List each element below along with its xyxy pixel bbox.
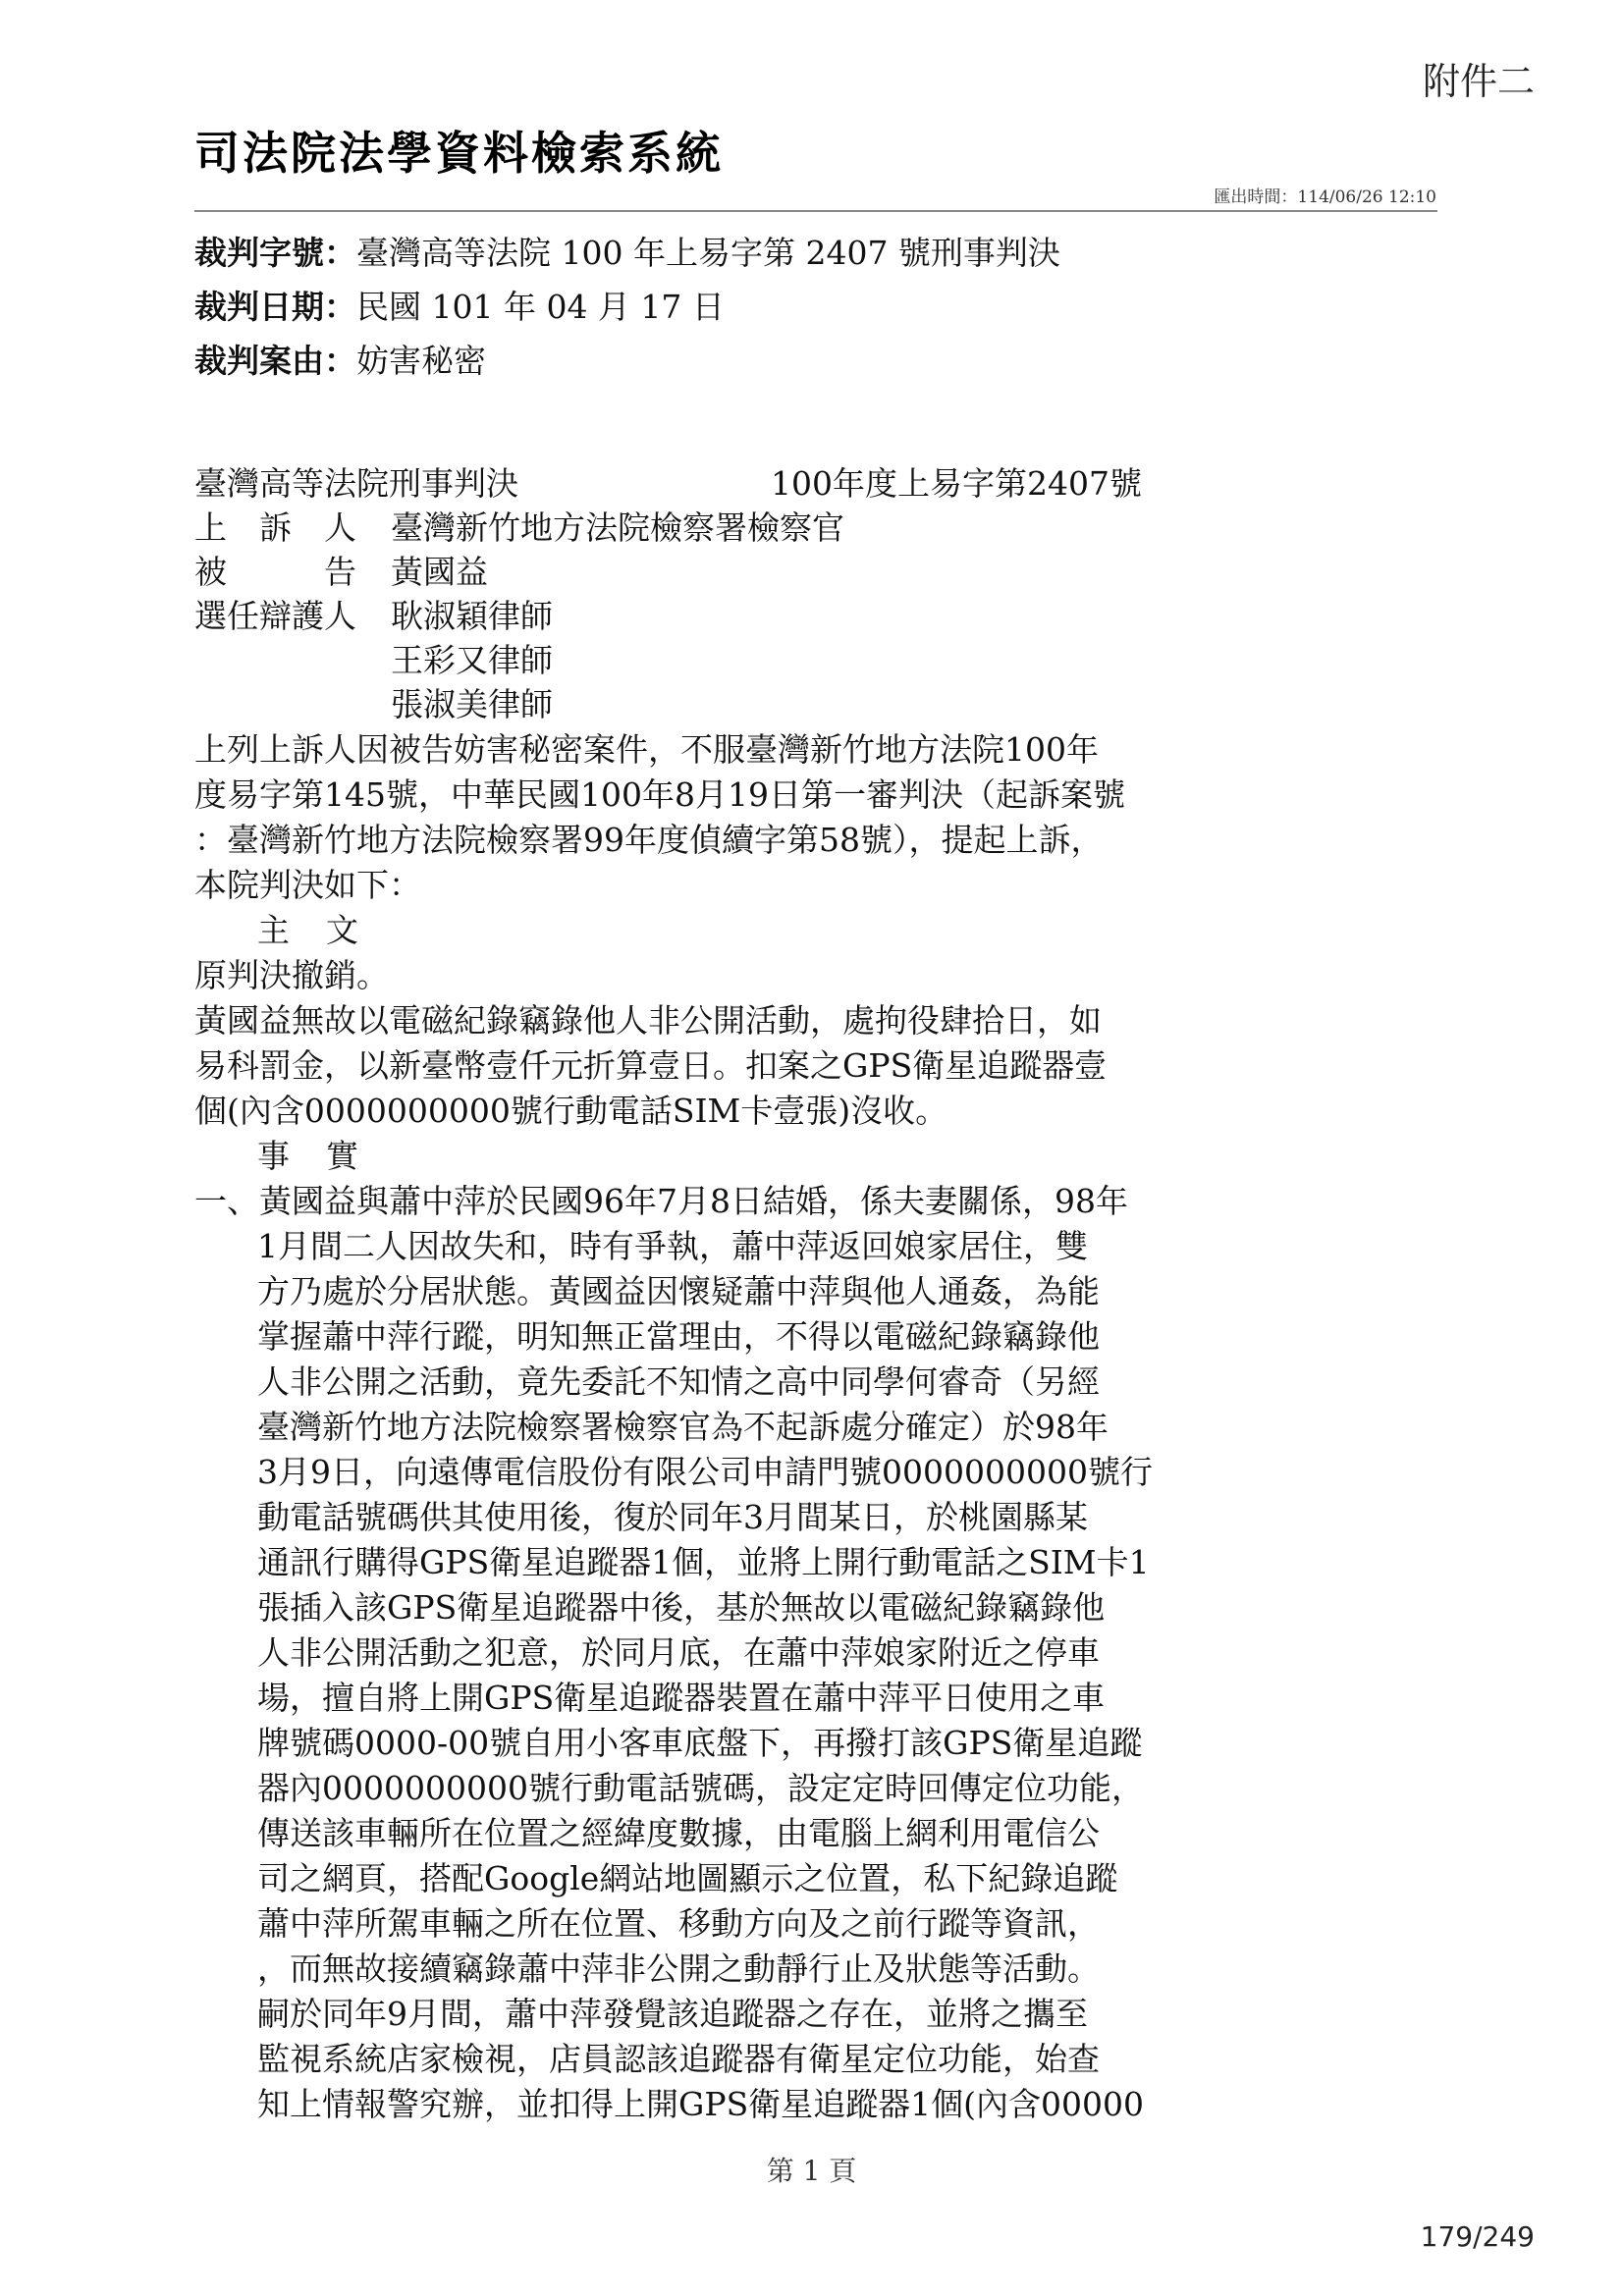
title-divider [194,210,1437,212]
facts-line: 嗣於同年9月間，蕭中萍發覺該追蹤器之存在，並將之攜至 [257,1995,1088,2033]
meta-value: 臺灣高等法院 100 年上易字第 2407 號刑事判決 [356,234,1060,272]
intro-line: 本院判決如下： [194,866,421,904]
main-line: 個(內含0000000000號行動電話SIM卡壹張)沒收。 [194,1092,948,1130]
facts-line: 蕭中萍所駕車輛之所在位置、移動方向及之前行蹤等資訊， [257,1904,1100,1943]
main-line: 黃國益無故以電磁紀錄竊錄他人非公開活動，處拘役肆拾日，如 [194,1001,1102,1040]
meta-label: 裁判字號： [194,234,356,272]
facts-line: 動電話號碼供其使用後，復於同年3月間某日，於桃園縣某 [257,1498,1088,1536]
facts-line: 人非公開活動之犯意，於同月底，在蕭中萍娘家附近之停車 [257,1633,1100,1672]
facts-line: 監視系統店家檢視，店員認該追蹤器有衛星定位功能，始查 [257,2040,1100,2078]
meta-label: 裁判案由： [194,342,356,380]
intro-line: 度易字第145號，中華民國100年8月19日第一審判決（起訴案號 [194,775,1125,814]
party-role: 上 訴 人 [194,508,356,547]
case-number: 100年度上易字第2407號 [771,464,1142,503]
facts-line: 司之網頁，搭配Google網站地圖顯示之位置，私下紀錄追蹤 [257,1859,1118,1897]
facts-line: 通訊行購得GPS衛星追蹤器1個，並將上開行動電話之SIM卡1 [257,1543,1150,1581]
party-role: 選任辯護人 [194,597,356,635]
intro-line: ：臺灣新竹地方法院檢察署99年度偵續字第58號），提起上訴， [194,821,1104,859]
heading-main-text: 主 文 [257,911,360,949]
main-line: 易科罰金，以新臺幣壹仟元折算壹日。扣案之GPS衛星追蹤器壹 [194,1046,1108,1085]
heading-facts: 事 實 [257,1137,360,1175]
meta-case-cause [194,336,486,382]
court-title: 臺灣高等法院刑事判決 [194,464,518,503]
party-name: 王彩又律師 [391,641,553,679]
export-time: 匯出時間：114/06/26 12:10 [1214,187,1436,207]
facts-line: 牌號碼0000-00號自用小客車底盤下，再撥打該GPS衛星追蹤 [257,1724,1143,1762]
meta-case-number [194,228,1060,274]
system-title: 司法院法學資料檢索系統 [194,127,724,180]
facts-line: 掌握蕭中萍行蹤，明知無正當理由，不得以電磁紀錄竊錄他 [257,1317,1100,1356]
facts-line: 臺灣新竹地方法院檢察署檢察官為不起訴處分確定）於98年 [257,1408,1109,1446]
facts-line: 1月間二人因故失和，時有爭執，蕭中萍返回娘家居住，雙 [257,1227,1088,1265]
attachment-label: 附件二 [1422,60,1535,103]
footer-page-number: 第 1 頁 [766,2155,857,2187]
facts-line: 場，擅自將上開GPS衛星追蹤器裝置在蕭中萍平日使用之車 [257,1679,1106,1717]
party-name: 耿淑穎律師 [391,597,553,635]
facts-line: 人非公開之活動，竟先委託不知情之高中同學何睿奇（另經 [257,1362,1100,1401]
facts-line: 傳送該車輛所在位置之經緯度數據，由電腦上網利用電信公 [257,1814,1100,1852]
main-line: 原判決撤銷。 [194,956,389,994]
facts-line: 器內0000000000號行動電話號碼，設定定時回傳定位功能， [257,1769,1144,1807]
meta-judgment-date [194,282,725,328]
facts-line: ，而無故接續竊錄蕭中萍非公開之動靜行止及狀態等活動。 [257,1949,1100,1988]
party-role: 被 告 [194,553,356,591]
party-name: 黃國益 [391,553,488,591]
facts-line: 知上情報警究辦，並扣得上開GPS衛星追蹤器1個(內含00000 [257,2085,1145,2123]
facts-first-line: 一、黃國益與蕭中萍於民國96年7月8日結婚，係夫妻關係，98年 [194,1182,1128,1220]
party-name: 張淑美律師 [391,685,553,723]
party-name: 臺灣新竹地方法院檢察署檢察官 [391,508,844,547]
facts-line: 張插入該GPS衛星追蹤器中後，基於無故以電磁紀錄竊錄他 [257,1588,1106,1627]
meta-value: 妨害秘密 [356,342,486,380]
page-counter: 179/249 [1420,2220,1535,2253]
meta-label: 裁判日期： [194,288,356,326]
meta-value: 民國 101 年 04 月 17 日 [356,288,725,326]
intro-line: 上列上訴人因被告妨害秘密案件，不服臺灣新竹地方法院100年 [194,730,1099,769]
facts-line: 3月9日，向遠傳電信股份有限公司申請門號0000000000號行 [257,1453,1153,1491]
facts-line: 方乃處於分居狀態。黃國益因懷疑蕭中萍與他人通姦，為能 [257,1272,1100,1310]
